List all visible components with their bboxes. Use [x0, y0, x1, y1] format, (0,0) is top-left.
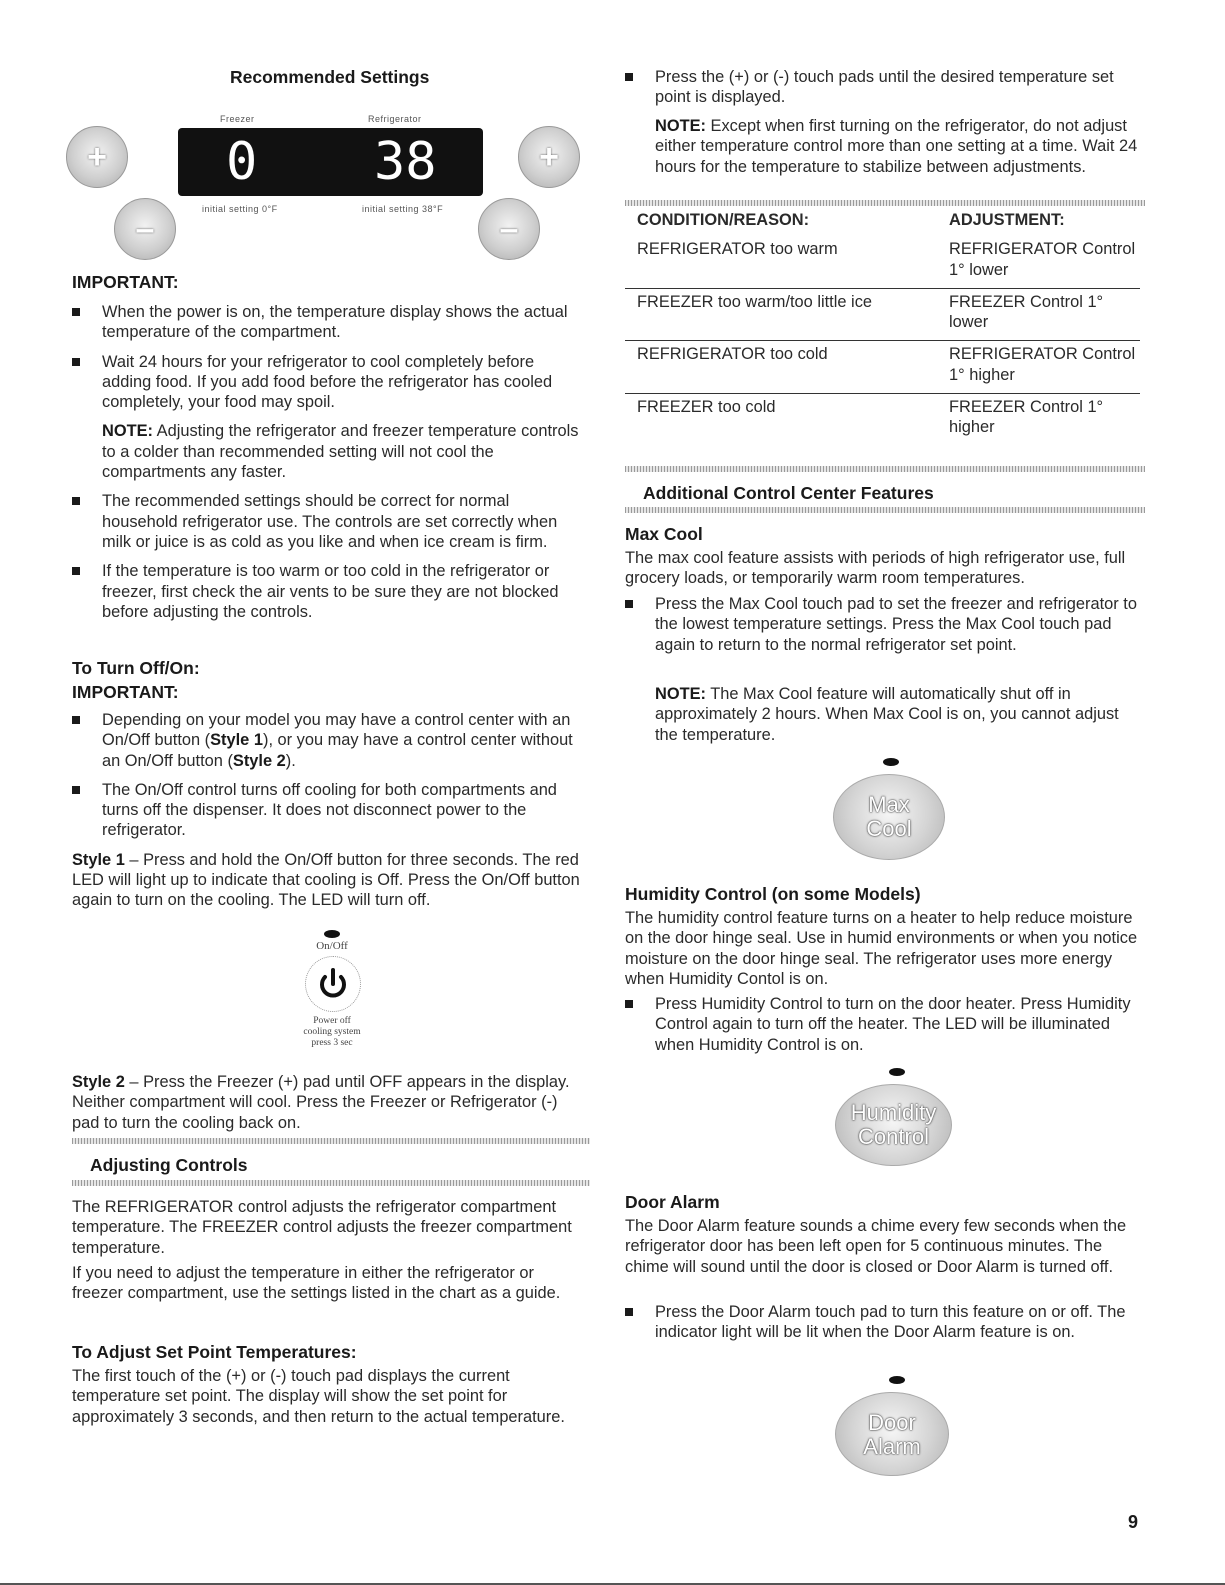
text-span: ), or you may have a control center without an On/Off button ( [102, 731, 573, 770]
note-text: The Max Cool feature will automatically shut off in approximately 2 hours. When Max Cool is on, you cannot adjust the temperature. [655, 685, 1119, 744]
led-indicator-icon [324, 930, 340, 938]
set-point-paragraph: The first touch of the (+) or (-) touch pad displays the current temperature set point. The display will show the set point for approximately 3 seconds, and then return to the actual temperature. [72, 1367, 565, 1426]
caption-line: press 3 sec [311, 1038, 353, 1048]
set-point-heading: To Adjust Set Point Temperatures: [72, 1342, 357, 1362]
table-header-row [625, 204, 1140, 236]
style-1-text: – Press and hold the On/Off button for three seconds. The red LED will light up to indicate that cooling is Off. Press the On/Off button again to turn on the cooling. The LED will turn off. [72, 850, 580, 910]
adjust-paragraph-1: The REFRIGERATOR control adjusts the refrigerator compartment temperature. The FREEZER control adjusts the freezer compartment temperature. [72, 1198, 572, 1257]
pad-label: Cool [866, 816, 912, 841]
adjusting-controls-heading: Adjusting Controls [90, 1155, 248, 1175]
header-adjustment: ADJUSTMENT: [949, 211, 1065, 229]
note-label: NOTE: [655, 685, 706, 703]
adjustment-cell: REFRIGERATOR Control 1° lower [937, 236, 1140, 288]
led-indicator-icon [883, 758, 899, 766]
refrigerator-plus-pad[interactable] [518, 126, 580, 188]
text-span: Depending on your model you may have a control center with an On/Off button ( [102, 711, 571, 750]
temperature-display [178, 128, 483, 196]
style-1-label: Style 1 [210, 731, 263, 750]
refrigerator-initial-setting: initial setting 38°F [362, 204, 444, 214]
list-item: Press the Max Cool touch pad to set the freezer and refrigerator to the lowest temperature settings. Press the Max Cool touch pad again to return to the normal refrigerator set point. [625, 594, 1140, 655]
list-item: The recommended settings should be correct for normal household refrigerator use. The controls are set correctly when milk or juice is as cold as you like and when ice cream is firm. [72, 491, 587, 552]
on-off-button[interactable] [305, 956, 361, 1012]
control-panel-illustration [72, 112, 592, 262]
table-top-rule [625, 200, 1145, 206]
important-list [72, 302, 587, 622]
list-item: Wait 24 hours for your refrigerator to cool completely before adding food. If you add food before the refrigerator has cooled completely, your food may spoil. [72, 352, 587, 413]
door-alarm-pad[interactable] [835, 1392, 949, 1476]
style-2-text: – Press the Freezer (+) pad until OFF appears in the display. Neither compartment will cool. Press the Freezer or Refrigerator (-) pad to turn the cooling back on. [72, 1073, 570, 1132]
condition-cell: REFRIGERATOR too cold [625, 341, 937, 394]
adjust-paragraph-2: If you need to adjust the temperature in either the refrigerator or freezer compartment, use the settings listed in the chart as a guide. [72, 1264, 561, 1303]
note-paragraph [625, 116, 1150, 177]
table-row [625, 288, 1140, 341]
refrigerator-minus-pad[interactable] [478, 198, 540, 260]
condition-cell: FREEZER too cold [637, 398, 776, 417]
turn-off-on-heading: To Turn Off/On: [72, 658, 200, 678]
power-icon [306, 957, 360, 1011]
max-cool-heading: Max Cool [625, 524, 703, 544]
humidity-heading: Humidity Control (on some Models) [625, 884, 921, 904]
list-item: Press the Door Alarm touch pad to turn this feature on or off. The indicator light will be lit when the Door Alarm feature is on. [625, 1302, 1150, 1343]
table-row [625, 236, 1140, 288]
style-1-paragraph [72, 850, 587, 911]
style-2-paragraph [72, 1072, 587, 1133]
humidity-paragraph: The humidity control feature turns on a heater to help reduce moisture on the door hinge seal. Use in humid environments or when you notice moisture on the door hinge seal. The refrigerator uses more energy when Humidity Contol is on. [625, 909, 1138, 988]
pad-label: Control [858, 1124, 929, 1149]
pad-label: Door [868, 1410, 916, 1435]
style-2-label: Style 2 [232, 751, 286, 770]
freezer-initial-setting: initial setting 0°F [202, 204, 278, 214]
note-paragraph [625, 684, 1140, 745]
note-label: NOTE: [655, 117, 706, 135]
note-text: Adjusting the refrigerator and freezer temperature controls to a colder than recommended setting will not cool the compartments any faster. [102, 422, 579, 482]
minus-icon: – [499, 210, 519, 248]
adjustment-cell: REFRIGERATOR Control 1° higher [937, 341, 1140, 394]
on-off-caption [277, 1016, 387, 1049]
refrigerator-temp-readout: 38 [374, 132, 437, 192]
adjustment-cell: FREEZER Control 1° lower [937, 288, 1140, 341]
condition-cell: FREEZER too warm/too little ice [625, 288, 937, 341]
pad-label: Alarm [863, 1434, 921, 1459]
humidity-control-pad[interactable] [835, 1084, 952, 1166]
caption-line: cooling system [303, 1027, 361, 1037]
list-item: Press Humidity Control to turn on the door heater. Press Humidity Control again to turn off the heater. The LED will be illuminated when Humidity Control is on. [625, 994, 1145, 1055]
on-off-illustration [287, 922, 377, 1062]
list-item: The On/Off control turns off cooling for both compartments and turns off the dispenser. It does not disconnect power to the refrigerator. [72, 780, 587, 841]
adjustment-table [625, 204, 1140, 446]
freezer-temp-readout: 0 [226, 132, 258, 192]
condition-cell: REFRIGERATOR too warm [625, 236, 937, 288]
note-label: NOTE: [102, 422, 153, 441]
pad-label: Max [868, 792, 910, 817]
on-off-label: On/Off [316, 940, 348, 952]
freezer-minus-pad[interactable] [114, 198, 176, 260]
section-divider [72, 1138, 590, 1144]
list-item: When the power is on, the temperature display shows the actual temperature of the compartment. [72, 302, 587, 343]
turn-off-on-list [72, 710, 587, 911]
pad-label: Humidity [850, 1100, 937, 1125]
table-row [625, 341, 1140, 394]
caption-line: Power off [313, 1016, 351, 1026]
max-cool-paragraph: The max cool feature assists with periods of high refrigerator use, full grocery loads, or temporarily warm room temperatures. [625, 549, 1126, 588]
important-heading-2: IMPORTANT: [72, 682, 179, 702]
door-alarm-heading: Door Alarm [625, 1192, 720, 1212]
list-item: If the temperature is too warm or too cold in the refrigerator or freezer, first check the air vents to be sure they are not blocked before adjusting the controls. [72, 561, 587, 622]
door-alarm-paragraph: The Door Alarm feature sounds a chime every few seconds when the refrigerator door has been left open for 5 continuous minutes. The chime will sound until the door is closed or Door Alarm is turned off. [625, 1217, 1127, 1276]
list-item: Press the (+) or (-) touch pads until the desired temperature set point is displayed. [625, 67, 1150, 108]
features-heading: Additional Control Center Features [643, 483, 934, 503]
led-indicator-icon [889, 1376, 905, 1384]
table-row [625, 394, 1140, 446]
page-number: 9 [1128, 1512, 1139, 1532]
freezer-plus-pad[interactable] [66, 126, 128, 188]
recommended-settings-title: Recommended Settings [230, 67, 430, 87]
text-span: ). [285, 751, 296, 770]
list-item [72, 710, 587, 771]
note-paragraph [72, 421, 587, 482]
section-divider [625, 466, 1145, 472]
note-text: Except when first turning on the refrigerator, do not adjust either temperature control more than one setting at a time. Wait 24 hours for the temperature to stabilize between adjustments. [655, 117, 1138, 176]
style-2-title: Style 2 [72, 1073, 125, 1091]
freezer-display-label: Freezer [220, 114, 255, 124]
adjustment-cell: FREEZER Control 1° higher [949, 398, 1104, 437]
style-1-title: Style 1 [72, 850, 125, 869]
max-cool-pad[interactable] [833, 774, 945, 860]
minus-icon: – [135, 210, 155, 248]
header-condition: CONDITION/REASON: [637, 211, 810, 229]
adjustment-table-wrap [625, 200, 1145, 446]
led-indicator-icon [889, 1068, 905, 1076]
section-divider [625, 507, 1145, 513]
refrigerator-display-label: Refrigerator [368, 114, 422, 124]
plus-icon: + [87, 138, 107, 176]
important-heading: IMPORTANT: [72, 272, 179, 292]
section-divider [72, 1180, 590, 1186]
plus-icon: + [539, 138, 559, 176]
